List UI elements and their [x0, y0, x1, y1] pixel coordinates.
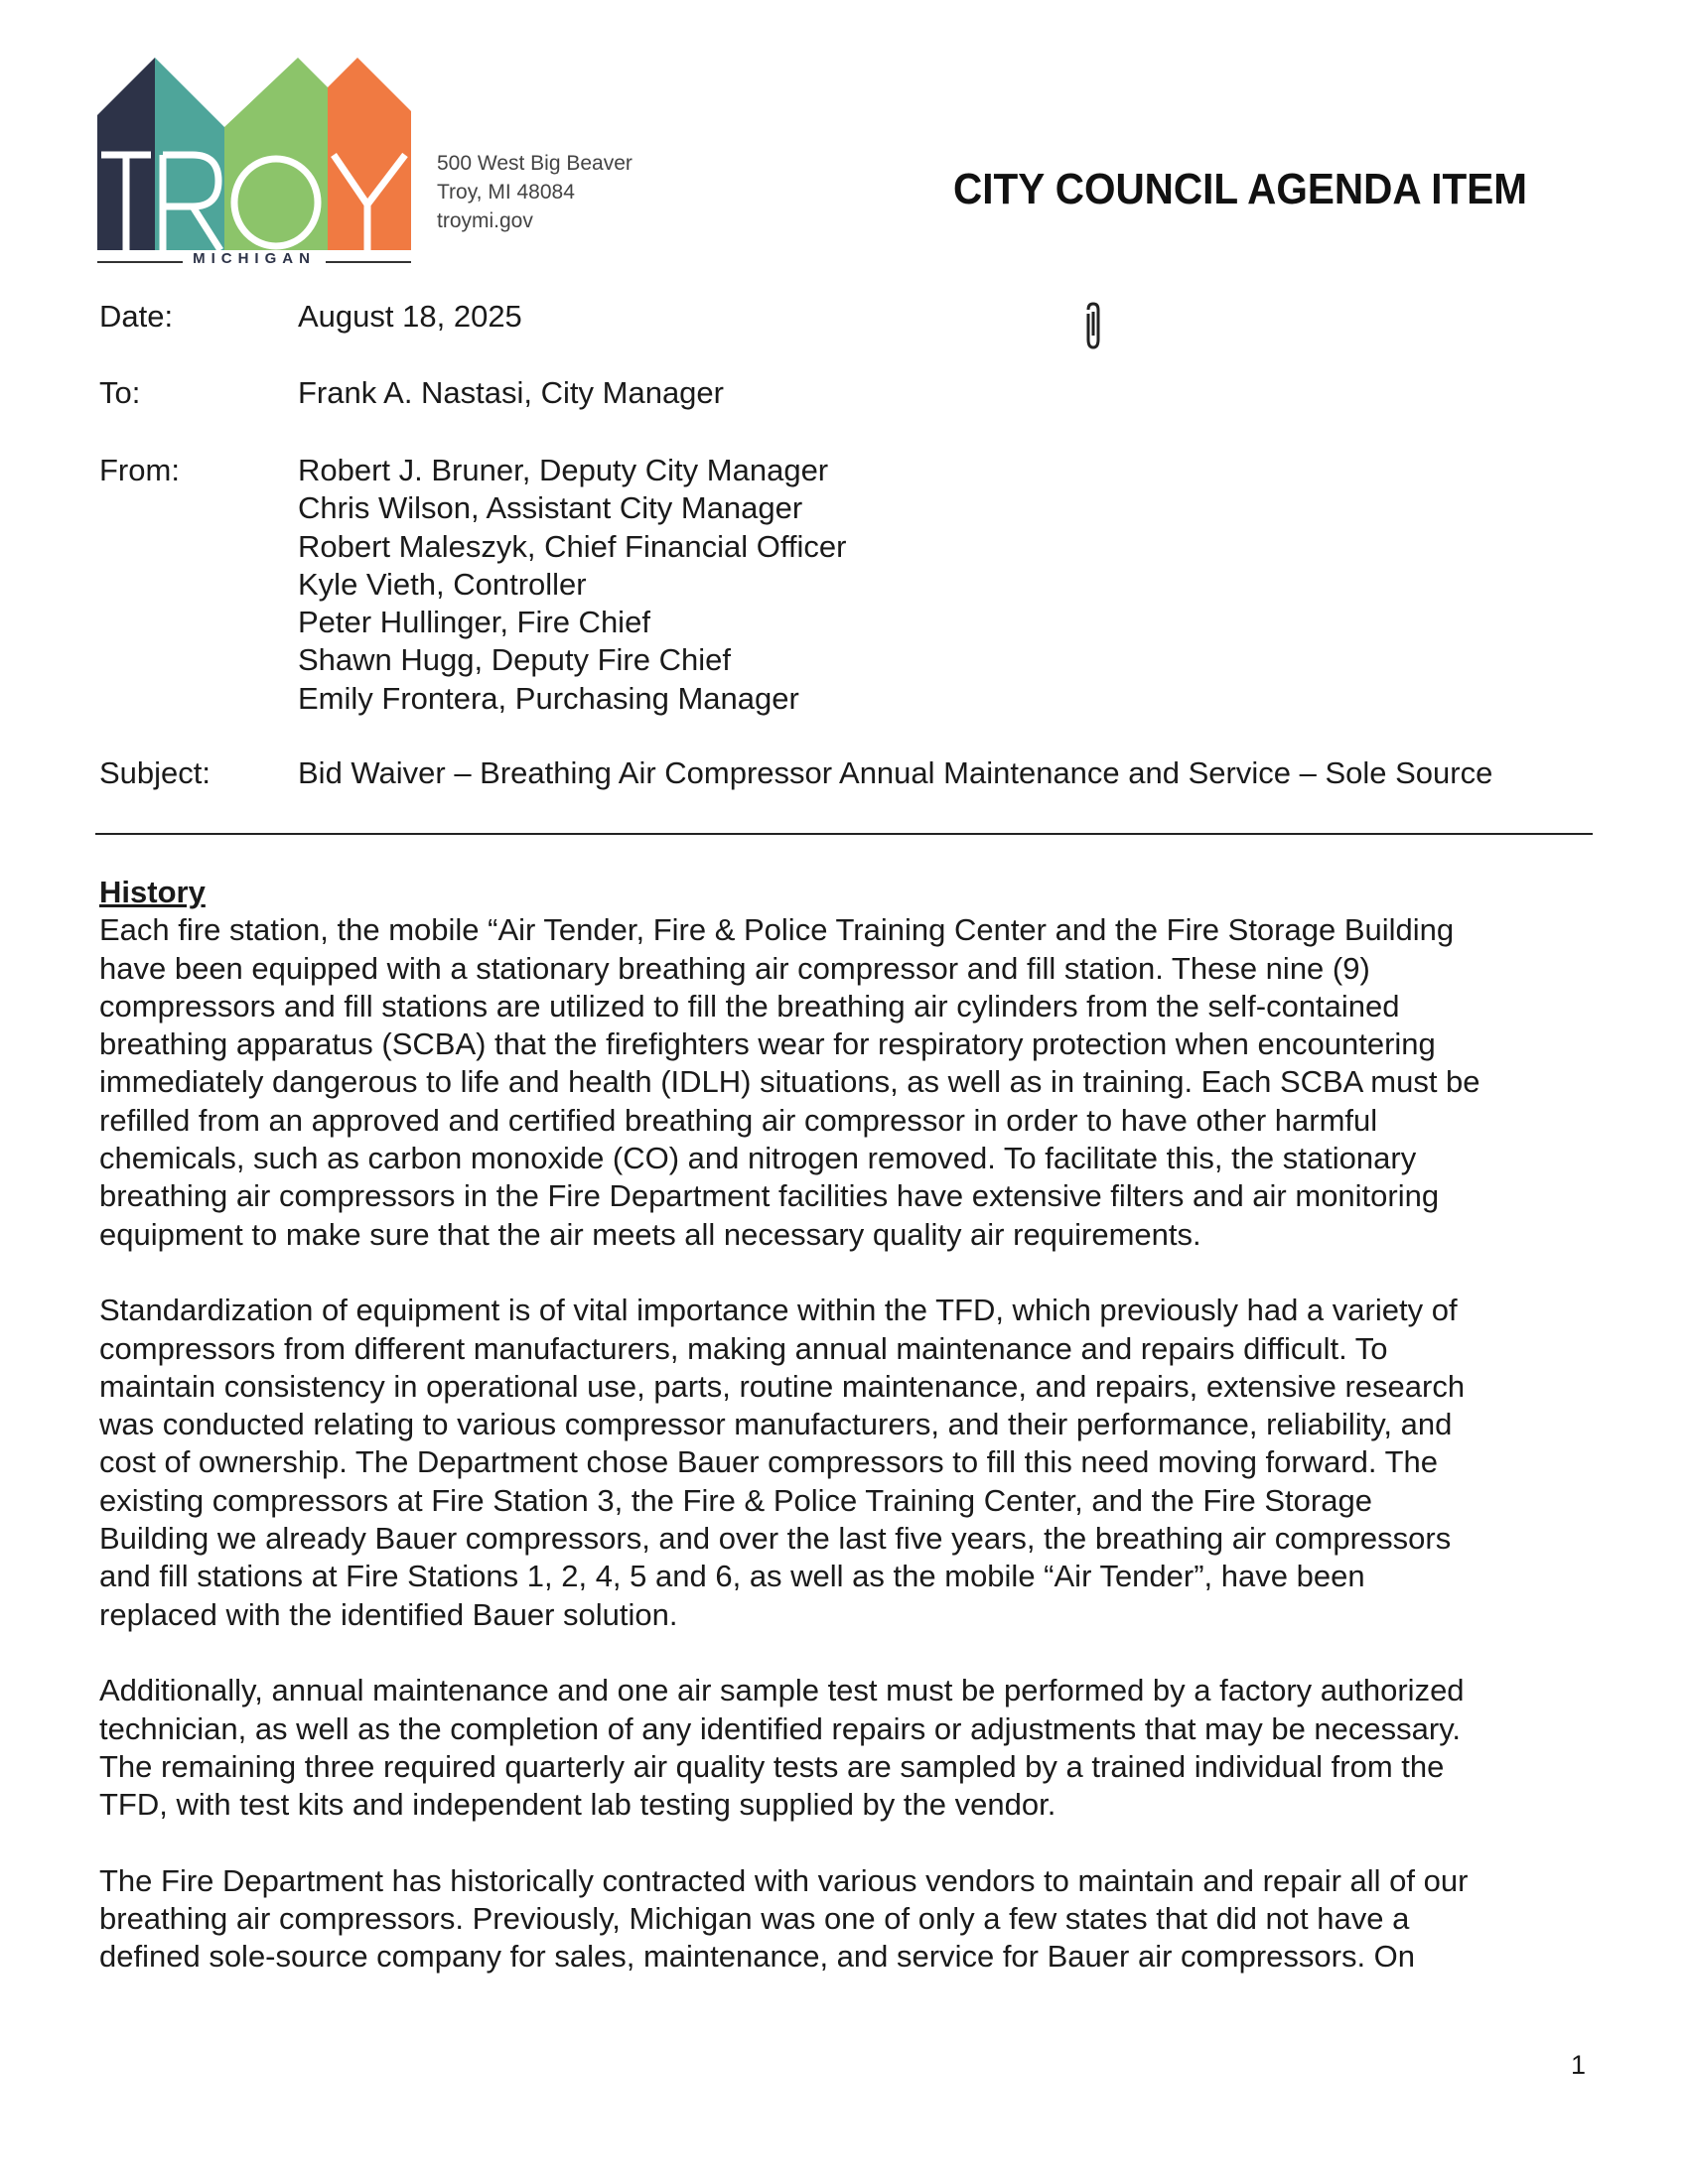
from-item: Robert J. Bruner, Deputy City Manager — [298, 453, 829, 487]
paragraph — [99, 1672, 1599, 1824]
subject-value: Bid Waiver – Breathing Air Compressor Annual Maintenance and Service – Sole Source — [298, 755, 1493, 790]
date-value: August 18, 2025 — [298, 299, 522, 334]
text-line: cost of ownership. The Department chose Bauer compressors to fill this need moving forward. The — [99, 1444, 1439, 1480]
text-line: The Fire Department has historically contracted with various vendors to maintain and repair all of our — [99, 1862, 1469, 1898]
header-divider — [95, 833, 1593, 835]
text-line: Additionally, annual maintenance and one air sample test must be performed by a factory authorized — [99, 1673, 1465, 1708]
text-line: Standardization of equipment is of vital importance within the TFD, which previously had a variety of — [99, 1293, 1458, 1328]
text-line: compressors and fill stations are utilized to fill the breathing air cylinders from the self-contained — [99, 988, 1400, 1024]
from-item: Peter Hullinger, Fire Chief — [298, 605, 650, 640]
text-line: equipment to make sure that the air meets all necessary quality air requirements. — [99, 1216, 1201, 1252]
text-line: Building we already Bauer compressors, and over the last five years, the breathing air compressors — [99, 1521, 1452, 1557]
text-line: defined sole-source company for sales, maintenance, and service for Bauer air compressors. On — [99, 1939, 1416, 1975]
from-label: From: — [99, 453, 180, 487]
page-number: 1 — [1571, 2050, 1587, 2080]
text-line: TFD, with test kits and independent lab testing supplied by the vendor. — [99, 1787, 1056, 1823]
paragraph — [99, 1862, 1599, 1977]
text-line: and fill stations at Fire Stations 1, 2, 4, 5 and 6, as well as the mobile “Air Tender”, have been — [99, 1559, 1365, 1594]
section-heading-history: History — [99, 875, 206, 909]
text-line: immediately dangerous to life and health (IDLH) situations, as well as in training. Each SCBA must be — [99, 1064, 1480, 1100]
text-line: technician, as well as the completion of any identified repairs or adjustments that may be necessary. — [99, 1710, 1462, 1746]
to-label: To: — [99, 375, 141, 410]
logo-subtitle — [97, 250, 411, 272]
text-line: replaced with the identified Bauer solution. — [99, 1596, 678, 1632]
text-line: refilled from an approved and certified breathing air compressor in order to have other harmful — [99, 1102, 1378, 1138]
text-line: maintain consistency in operational use, parts, routine maintenance, and repairs, extensive research — [99, 1368, 1466, 1404]
from-item: Kyle Vieth, Controller — [298, 566, 587, 602]
paragraph — [99, 911, 1599, 1254]
from-item: Chris Wilson, Assistant City Manager — [298, 490, 803, 526]
address-block — [437, 149, 633, 235]
from-list — [298, 452, 846, 718]
address-line-website: troymi.gov — [437, 209, 533, 232]
troy-logo — [97, 58, 411, 270]
text-line: Each fire station, the mobile “Air Tender, Fire & Police Training Center and the Fire Storage Building — [99, 912, 1455, 948]
to-value: Frank A. Nastasi, City Manager — [298, 375, 724, 410]
text-line: The remaining three required quarterly air quality tests are sampled by a trained individual from the — [99, 1748, 1445, 1784]
logo-michigan-text: MICHIGAN — [193, 250, 316, 267]
text-line: existing compressors at Fire Station 3, the Fire & Police Training Center, and the Fire Storage — [99, 1482, 1372, 1518]
address-line-street: 500 West Big Beaver — [437, 152, 633, 175]
text-line: breathing air compressors. Previously, Michigan was one of only a few states that did not have a — [99, 1901, 1410, 1937]
from-item: Robert Maleszyk, Chief Financial Officer — [298, 528, 847, 564]
text-line: was conducted relating to various compressor manufacturers, and their performance, reliability, and — [99, 1407, 1453, 1442]
text-line: chemicals, such as carbon monoxide (CO) and nitrogen removed. To facilitate this, the stationary — [99, 1141, 1417, 1176]
subject-label: Subject: — [99, 755, 211, 790]
document-body — [99, 874, 1599, 2014]
agenda-title: CITY COUNCIL AGENDA ITEM — [953, 165, 1527, 213]
text-line: compressors from different manufacturers, making annual maintenance and repairs difficult. To — [99, 1330, 1388, 1366]
text-line: breathing air compressors in the Fire Department facilities have extensive filters and air monitoring — [99, 1178, 1440, 1214]
paragraph — [99, 1292, 1599, 1634]
from-item: Emily Frontera, Purchasing Manager — [298, 680, 799, 716]
text-line: have been equipped with a stationary breathing air compressor and fill station. These nine (9) — [99, 950, 1370, 986]
address-line-city: Troy, MI 48084 — [437, 181, 575, 204]
from-item: Shawn Hugg, Deputy Fire Chief — [298, 642, 731, 678]
paperclip-icon[interactable] — [1081, 300, 1105, 351]
date-label: Date: — [99, 299, 174, 334]
text-line: breathing apparatus (SCBA) that the firefighters wear for respiratory protection when encountering — [99, 1026, 1436, 1062]
